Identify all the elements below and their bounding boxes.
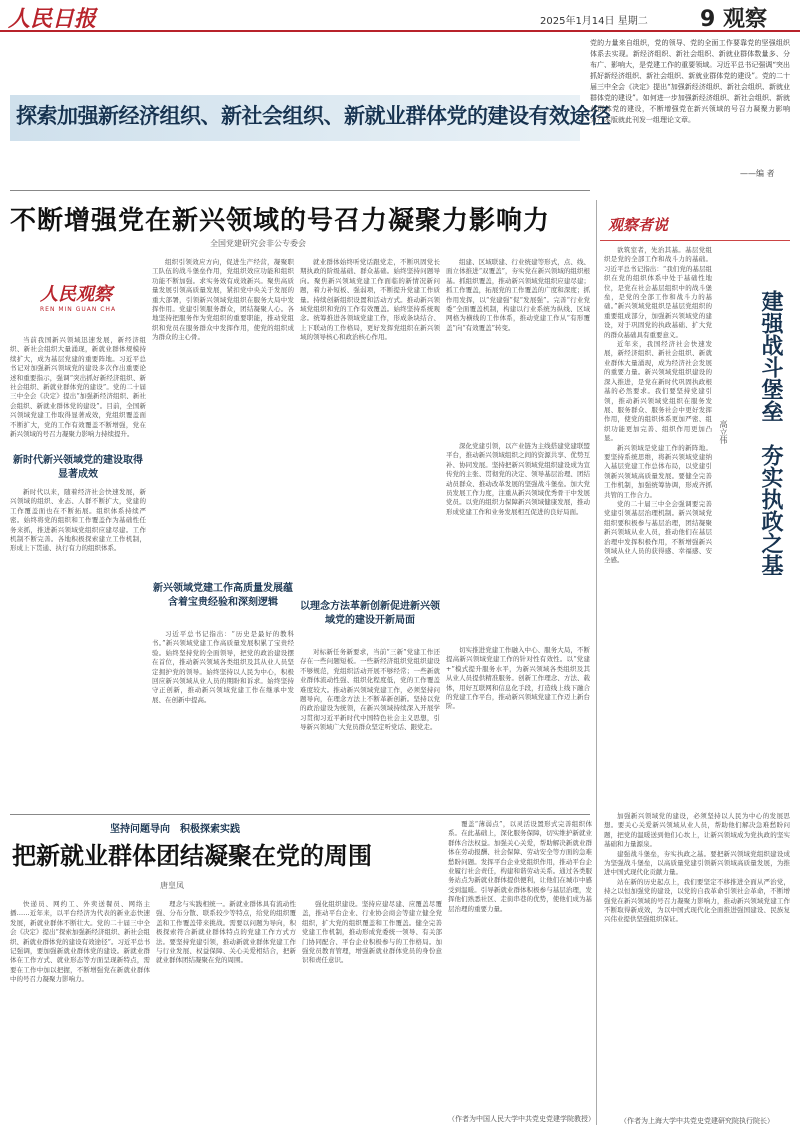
article1-col4b — [446, 442, 590, 642]
article3-col4 — [448, 820, 592, 1110]
article2-body-b — [604, 812, 790, 1112]
article3-col3 — [302, 900, 442, 1125]
paragraph: 欲筑室者，先治其基。基层党组织是党的全部工作和战斗力的基础。习近平总书记指出：“我们党的基层组织在党的组织体系中处于基础性地位，是党在社会基层组织中的战斗堡垒，是党的全部工作和战斗力的基础。”新兴领域党组织是基层党组织的重要组成部分，加强新兴领域党的建设，对于巩固党的执政基础、扩大党的群众基础具有重要意义。 — [604, 246, 712, 339]
paragraph: 快递员、网约工、外卖送餐员、网络主播……近年来，以平台经济为代表的新业态快速发展，新就业群体不断壮大。党的二十届三中全会《决定》提出“探索加强新经济组织、新社会组织、新就业群体党的建设有效途径”。习近平总书记强调，要加强新就业群体党的建设。新就业群体在工作方式、就业形态等方面呈现新特点，需要在工作中加以把握，不断增强党在新就业群体中的号召力凝聚力影响力。 — [10, 900, 150, 984]
article2-title: 建强战斗堡垒 夯实执政之基 — [758, 290, 783, 576]
article3-author-note: （作者为中国人民大学中共党史党建学院教授） — [448, 1115, 595, 1123]
article3-subtitle: 坚持问题导向 积极探索实践 — [110, 824, 240, 835]
paragraph: 切实推进党建工作融入中心、服务大局，不断提高新兴领域党建工作的针对性有效性。以“党建+”模式提升服务水平，为新兴领域各类组织及其从业人员提供精准服务。创新工作理念、方法、载体，用好互联网和信息化手段，打造线上线下融合的党建工作平台，推动新兴领域党建工作迈上新台阶。 — [446, 646, 590, 711]
article1-col2 — [152, 258, 294, 578]
article1-col4c — [446, 646, 590, 810]
article1-author: 全国党建研究会非公专委会 — [210, 239, 306, 248]
divider — [10, 190, 590, 191]
column-divider — [596, 200, 597, 1125]
paragraph: 党的二十届三中全会强调要完善党建引领基层治理机制。新兴领域党组织要积极参与基层治理，团结凝聚新兴领域从业人员，推动他们在基层治理中发挥积极作用，不断增强新兴领域从业人员的获得感、幸福感、安全感。 — [604, 499, 712, 565]
article1-section1: 新时代新兴领域党的建设取得显著成效 — [13, 455, 143, 480]
paragraph: 就业群体始终听党话跟党走，不断巩固党长期执政的阶级基础、群众基础。始终坚持问题导向。聚焦新兴领域党建工作面临的新情况新问题，着力补短板、强弱项，不断提升党建工作质量。持续创新组织设置和活动方式。推动新兴领域党组织和党的工作有效覆盖。始终坚持系统观念。统筹推进各领域党建工作，形成条块结合、上下联动的工作格局，更好发挥党组织在新兴领域的领导核心和政治核心作用。 — [300, 258, 440, 342]
logo-en: REN MIN GUAN CHA — [40, 306, 117, 313]
article3-title: 把新就业群体团结凝聚在党的周围 — [12, 841, 372, 870]
paragraph: 强化组织建设。坚持应建尽建、应覆盖尽覆盖，推动平台企业、行业协会商会等建立健全党组织，扩大党的组织覆盖和工作覆盖。健全完善党建工作机制，推动形成党委统一领导、有关部门协同配合、平台企业积极参与的工作格局。加强党员教育管理，增强新就业群体党员的身份意识和责任意识。 — [302, 900, 442, 965]
paragraph: 组建、区域联建、行业统建等形式，点、线、面立体推进“双覆盖”，夯实党在新兴领域的组织根基。抓组织覆盖，推动新兴领域党组织应建尽建；抓工作覆盖，拓展党的工作覆盖的广度和深度；抓作用发挥，以“党建强”促“发展强”。完善“行业党委”全面覆盖机制，构建以行业系统为纵线、区域网格为横线的工作体系，推动党建工作从“有形覆盖”向“有效覆盖”转变。 — [446, 258, 590, 332]
article2-author-note: （作者为上海大学中共党史党建研究院执行院长） — [620, 1117, 774, 1125]
paragraph: 对标新任务新要求，当前“三新”党建工作还存在一些问题短板。一些新经济组织党组织建设不够规范，党组织活动开展不够经常；一些新就业群体流动性强、组织化程度低，党的工作覆盖难度较大。推动新兴领域党建工作，必须坚持问题导向，在理念方法上不断革新创新。坚持以党的政治建设为统领，在新兴领域持续深入开展学习贯彻习近平新时代中国特色社会主义思想，引导新兴领域广大党员群众坚定听党话、跟党走。 — [300, 648, 440, 732]
paragraph: 组织引领效应方向，促进生产经营，凝聚职工队伍的战斗堡垒作用，党组织效应功能和组织功能不断加强。求实务效有成效新兴。聚焦高质量发展引领高质量发展，紧扣党中央关于发展的重大部署，引领新兴领域党组织在服务大局中发挥作用。党建引领服务群众，团结凝聚人心。各地坚持把服务作为党组织的重要职能，推动党组织和党员在服务群众中发挥作用，使党的组织成为群众的主心骨。 — [152, 258, 294, 342]
newspaper-logo: 人民日报 — [8, 6, 97, 32]
article1-section2: 新兴领域党建工作高质量发展蕴含着宝贵经验和深刻逻辑 — [153, 583, 293, 608]
article3-col2 — [156, 900, 296, 1125]
paragraph: 加强新兴领域党的建设，必须坚持以人民为中心的发展思想。要关心关爱新兴领域从业人员，帮助他们解决急难愁盼问题，把党的温暖送到他们心坎上，让新兴领域成为党执政的坚实基础和力量源泉。 — [604, 812, 790, 849]
paragraph: 深化党建引领，以产业链为主线搭建党建联盟平台，推动新兴领域组织之间的资源共享、优势互补、协同发展。坚持把新兴领域党组织建设成为宣传党的主张、贯彻党的决定、领导基层治理、团结动员群众、推动改革发展的坚强战斗堡垒。加大党员发展工作力度，注重从新兴领域优秀骨干中发展党员。以党的组织力保障新兴领域健康发展，推动形成党建工作和业务发展相互促进的良好局面。 — [446, 442, 590, 516]
paragraph: 建强战斗堡垒，夯实执政之基。要把新兴领域党组织建设成为坚强战斗堡垒，以高质量党建引领新兴领域高质量发展，为推进中国式现代化贡献力量。 — [604, 849, 790, 877]
logo-cn: 人民观察 — [40, 284, 112, 305]
renmin-guancha-logo — [40, 280, 140, 322]
article1-col4 — [446, 258, 590, 438]
divider — [10, 814, 590, 815]
topic-intro: 党的力量来自组织，党的领导、党的全面工作要靠党的坚强组织体系去实现。新经济组织、新社会组织、新就业群体数量多、分布广、影响大，是党建工作的重要领域。习近平总书记强调“突出抓好新经济组织、新社会组织、新就业群体党的建设”。党的二十届三中全会《决定》提出“加强新经济组织、新社会组织、新就业群体党的建设”。如何进一步加强新经济组织、新社会组织、新就业群体党的建设，不断增强党在新兴领域的号召力凝聚力影响力？本版就此刊发一组理论文章。 — [590, 39, 790, 124]
article1-col3 — [300, 258, 440, 598]
article1-col1b — [10, 488, 146, 808]
article1-section3: 以理念方法革新创新促进新兴领域党的建设开新局面 — [300, 601, 440, 626]
article2-body-a — [604, 246, 712, 806]
paragraph: 站在新的历史起点上，我们要坚定不移推进全面从严治党，持之以恒加强党的建设，以党的自我革命引领社会革命，不断增强党在新兴领域的号召力凝聚力影响力，推动新兴领域党建工作不断取得新成效，为以中国式现代化全面推进强国建设、民族复兴伟业提供坚强组织保证。 — [604, 877, 790, 924]
editor-signature: ——编 者 — [740, 169, 775, 178]
paragraph: 理念与实践相统一。新就业群体具有流动性强、分布分散、联系较少等特点，给党的组织覆盖和工作覆盖带来挑战。需要以问题为导向，积极探索符合新就业群体特点的党建工作方式方法。要坚持党建引领，推动新就业群体党建工作与行业发展、权益保障、关心关爱相结合，把新就业群体团结凝聚在党的周围。 — [156, 900, 296, 965]
article2-author: 高立伟 — [719, 420, 728, 444]
article1-col1 — [10, 336, 146, 450]
guanchazheshuo-header — [600, 210, 790, 241]
article1-col3b — [300, 648, 440, 810]
paragraph: 习近平总书记指出：“历史是最好的教科书。”新兴领域党建工作高质量发展积累了宝贵经验。始终坚持党的全面领导，把党的政治建设摆在首位，推动新兴领域各类组织及其从业人员坚定拥护党的领导。始终坚持以人民为中心，积极回应新兴领域从业人员的期盼和诉求。始终坚持守正创新，推动新兴领域党建工作在继承中发展、在创新中提高。 — [152, 630, 294, 704]
paragraph: 近年来，我国经济社会快速发展，新经济组织、新社会组织、新就业群体大量涌现，成为经济社会发展的重要力量。新兴领域党组织建设的深入推进，是党在新时代巩固执政根基的必然要求。我们要坚持党建引领，推动新兴领域党组织在服务发展、服务群众、服务社会中更好发挥作用，使党的组织体系更加严密、组织功能更加完善、组织作用更加凸显。 — [604, 340, 712, 443]
issue-date: 2025年1月14日 星期二 — [540, 16, 648, 27]
article1-title: 不断增强党在新兴领域的号召力凝聚力影响力 — [10, 206, 551, 236]
paragraph: 新时代以来，随着经济社会快速发展，新兴领域的组织、业态、人群不断扩大，党建的工作覆盖面也在不断拓展。组织体系持续严密。始终将党的组织和工作覆盖作为基础性任务来抓，推进新兴领域党组织应建尽建。工作机制不断完善。各地积极探索建立工作机制，形成上下贯通、执行有力的组织体系。 — [10, 488, 146, 553]
paragraph: 新兴领域是党建工作的新阵地。要坚持系统思维，将新兴领域党建纳入基层党建工作总体布局，以党建引领新兴领域高质量发展。要健全完善工作机制，加强统筹协调，形成齐抓共管的工作合力。 — [604, 443, 712, 499]
topic-title: 探索加强新经济组织、新社会组织、新就业群体党的建设有效途径 — [16, 104, 611, 128]
masthead — [0, 0, 800, 32]
article1-col2b — [152, 630, 294, 810]
page-number: 9 观察 — [700, 7, 767, 32]
article3-author: 唐皇凤 — [160, 881, 184, 890]
column-label: 观察者说 — [608, 216, 669, 234]
article3-col1 — [10, 900, 150, 1125]
paragraph: 覆盖“薄弱点”，以灵活设置形式完善组织体系。在此基础上，深化服务保障，切实维护新就业群体合法权益。加强关心关爱，帮助解决新就业群体在劳动报酬、社会保障、劳动安全等方面的急难愁盼问题。发挥平台企业党组织作用，推动平台企业履行社会责任，构建和谐劳动关系。通过各类服务站点为新就业群体提供便利，让他们在城市中感受到温暖。引导新就业群体积极参与基层治理，发挥他们熟悉社区、走街串巷的优势，使他们成为基层治理的重要力量。 — [448, 820, 592, 913]
paragraph: 当前我国新兴领域迅速发展，新经济组织、新社会组织大量涌现，新就业群体规模持续扩大，成为基层党建的重要阵地。习近平总书记对加强新兴领域党的建设多次作出重要论述和重要指示，强调“突出抓好新经济组织、新社会组织、新就业群体党的建设”。党的二十届三中全会《决定》提出“加强新经济组织、新社会组织、新就业群体党的建设”。目前，全国新兴领域党建工作取得显著成效，党组织覆盖面不断扩大，党的工作有效覆盖不断增强，党在新兴领域的号召力凝聚力影响力持续提升。 — [10, 336, 146, 439]
